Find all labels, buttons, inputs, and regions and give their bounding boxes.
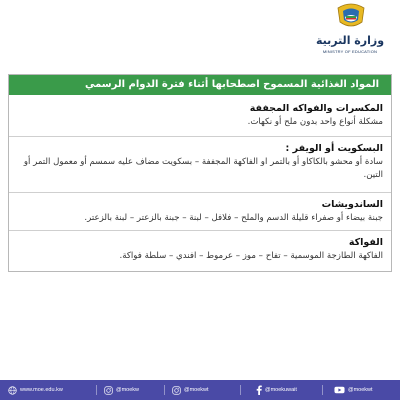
footer-instagram-2[interactable] — [172, 380, 209, 400]
section-title: البسكويت أو الويفر : — [285, 143, 383, 154]
footer-facebook[interactable] — [256, 380, 297, 400]
instagram-icon — [172, 386, 181, 395]
website-text: www.moe.edu.kw — [20, 387, 63, 393]
section-biscuits — [9, 137, 391, 193]
instagram-handle: @moekw — [116, 387, 140, 393]
ministry-name-arabic: وزارة التربية — [315, 34, 385, 47]
youtube-icon — [334, 386, 345, 394]
section-text: مشكلة أنواع واحد بدون ملح أو نكهات. — [247, 117, 383, 127]
facebook-icon — [256, 385, 262, 395]
youtube-handle: @moekwt — [348, 387, 373, 393]
footer-social-bar — [0, 380, 400, 400]
section-title: الفواكة — [348, 237, 383, 248]
footer-divider — [240, 385, 241, 395]
globe-icon — [8, 386, 17, 395]
footer-website[interactable] — [8, 380, 63, 400]
section-title: المكسرات والفواكه المجففة — [249, 103, 383, 114]
footer-divider — [164, 385, 165, 395]
instagram-icon — [104, 386, 113, 395]
section-text: سادة أو محشو بالكاكاو أو بالتمر او الفاكهة المجففة – بسكويت مضاف عليه سمسم أو معمول التمر أو التين. — [23, 157, 383, 180]
instagram-handle: @moekwt — [184, 387, 209, 393]
section-nuts — [9, 95, 391, 137]
section-text: الفاكهة الطازجة الموسمية – تفاح – موز – عرموط – افندي – سلطة فواكة. — [119, 251, 383, 261]
section-sandwiches — [9, 193, 391, 231]
section-title: الساندويشات — [321, 199, 383, 210]
facebook-handle: @moekuwait — [265, 387, 297, 393]
ministry-name-english: MINISTRY OF EDUCATION — [322, 49, 378, 54]
section-text: جبنة بيضاء أو صفراء قليلة الدسم والملح – فلافل – لبنة – جبنة بالزعتر – لبنة بالزعتر. — [84, 213, 383, 223]
footer-instagram-1[interactable] — [104, 380, 139, 400]
footer-divider — [322, 385, 323, 395]
allowed-foods-panel — [8, 74, 392, 272]
footer-youtube[interactable] — [334, 380, 373, 400]
section-fruits — [9, 231, 391, 270]
panel-title: المواد الغذائية المسموح اصطحابها أثناء فترة الدوام الرسمي — [9, 75, 391, 95]
footer-divider — [96, 385, 97, 395]
kuwait-emblem-icon — [334, 2, 368, 32]
ministry-logo — [310, 2, 390, 58]
